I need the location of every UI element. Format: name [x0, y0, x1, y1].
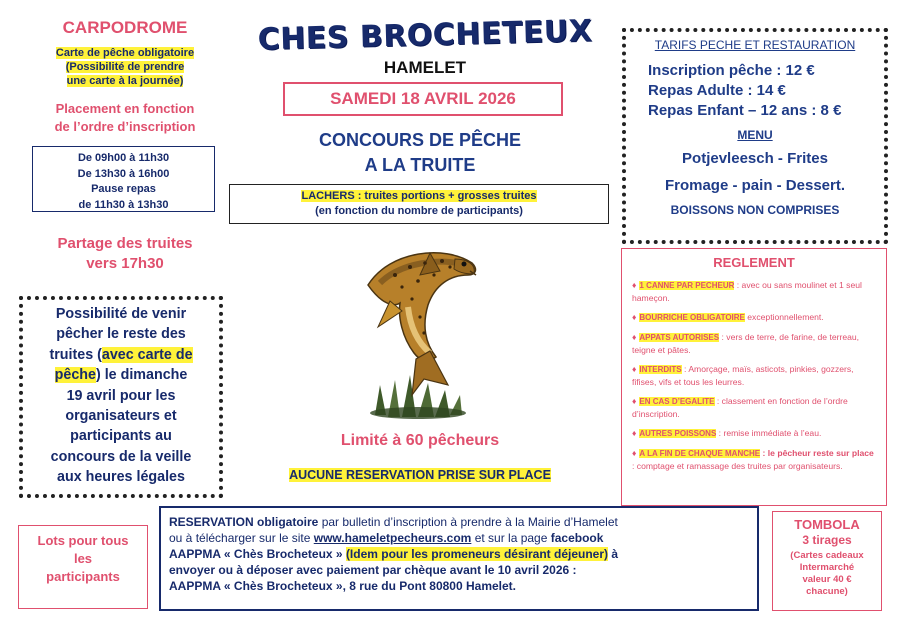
rule-text: : classement en fonction de l’ordre d’inscription.	[632, 396, 848, 419]
partage-line2: vers 17h30	[86, 255, 164, 272]
possibility-line: Possibilité de venir	[55, 306, 187, 322]
rule-item	[632, 363, 878, 388]
no-reservation-note	[240, 468, 600, 482]
rule-text: : comptage et ramassage des truites par organisateurs.	[632, 461, 843, 471]
reservation-box	[159, 506, 759, 611]
possibility-line: aux heures légales	[57, 469, 185, 486]
prizes-line: Lots pour tous	[37, 533, 129, 548]
reservation-heading: RESERVATION obligatoire	[169, 515, 319, 529]
trout-tail	[412, 351, 448, 395]
possibility-highlight: pêche	[54, 367, 96, 384]
rule-tag: 1 CANNE PAR PECHEUR	[639, 281, 735, 290]
bullet-icon: ♦	[632, 364, 637, 374]
lachers-highlight: LACHERS : truites portions + grosses truites	[301, 190, 537, 202]
rules-heading: REGLEMENT	[713, 255, 795, 270]
prizes-line: les	[73, 551, 93, 566]
price-line: Repas Enfant – 12 ans : 8 €	[648, 102, 842, 119]
facebook-link[interactable]: facebook	[550, 531, 604, 545]
rule-text: : Amorçage, maïs, asticots, pinkies, gozzers, fifises, vifs et tous les leurres.	[632, 364, 854, 387]
rule-item	[632, 279, 878, 304]
rule-item	[632, 311, 878, 324]
bullet-icon: ♦	[632, 396, 637, 406]
bullet-icon: ♦	[632, 448, 637, 458]
tombola-line: chacune)	[806, 586, 848, 597]
sunday-possibility-box	[19, 296, 223, 498]
tombola-box	[772, 511, 882, 611]
rule-item	[632, 395, 878, 420]
price-line: Repas Adulte : 14 €	[648, 82, 786, 99]
possibility-line: concours de la veille	[50, 448, 192, 465]
schedule-line: Pause repas	[91, 183, 156, 195]
rule-tag: EN CAS D’EGALITE	[639, 397, 715, 406]
carpodrome-heading: CARPODROME	[62, 18, 188, 37]
tombola-tirages: 3 tirages	[802, 533, 852, 547]
partage-line1: Partage des truites	[57, 235, 193, 252]
placement-line1: Placement en fonction	[55, 101, 195, 116]
fishing-card-note	[30, 46, 220, 88]
no-reservation-text: AUCUNE RESERVATION PRISE SUR PLACE	[289, 468, 551, 482]
reservation-highlight: (Idem pour les promeneurs désirant déjeuner)	[345, 547, 608, 561]
tarifs-box	[622, 28, 888, 244]
bullet-icon: ♦	[632, 280, 637, 290]
lachers-line2: (en fonction du nombre de participants)	[315, 205, 523, 217]
placement-note	[25, 100, 225, 136]
participant-limit: Limité à 60 pêcheurs	[340, 432, 500, 449]
rule-text: : vers de terre, de farine, de terreau, teigne et pâtes.	[632, 332, 860, 355]
contest-title	[270, 128, 570, 178]
rule-tag: INTERDITS	[639, 365, 682, 374]
placement-line2: de l’ordre d’inscription	[54, 119, 196, 134]
reservation-org: AAPPMA « Chès Brocheteux »	[169, 547, 346, 561]
possibility-line: truites (	[49, 346, 102, 363]
price-line: Inscription pêche : 12 €	[648, 62, 815, 79]
reservation-address: AAPPMA « Chès Brocheteux », 8 rue du Pont 80800 Hamelet.	[169, 579, 516, 593]
partage-note	[30, 234, 220, 274]
tombola-line: (Cartes cadeaux	[790, 550, 864, 561]
possibility-highlight: avec carte de	[101, 346, 193, 363]
rule-tag: AUTRES POISSONS	[639, 429, 717, 438]
rule-item	[632, 427, 878, 440]
reservation-text: par bulletin d’inscription à prendre à la Mairie d’Hamelet	[318, 515, 618, 529]
possibility-line: ) le dimanche	[95, 367, 188, 384]
reservation-deadline: envoyer ou à déposer avec paiement par chèque avant le 10 avril 2026 :	[169, 563, 577, 577]
tombola-details	[773, 550, 881, 598]
website-link[interactable]: www.hameletpecheurs.com	[313, 531, 472, 545]
reservation-text: à	[608, 547, 619, 561]
tombola-line: valeur 40 €	[802, 574, 852, 585]
possibility-line: 19 avril pour les	[66, 387, 176, 404]
menu-line: Potjevleesch - Frites	[682, 150, 828, 167]
fishing-card-line2: (Possibilité de prendre	[65, 61, 185, 73]
reservation-text: et sur la page	[471, 531, 551, 545]
drinks-note: BOISSONS NON COMPRISES	[670, 203, 840, 217]
reservation-text: ou à télécharger sur le site	[169, 531, 314, 545]
bullet-icon: ♦	[632, 312, 637, 322]
fishing-card-line1: Carte de pêche obligatoire	[55, 47, 195, 59]
schedule-line: De 13h30 à 16h00	[77, 167, 170, 180]
schedule-line: De 09h00 à 11h30	[77, 152, 170, 164]
schedule-line: de 11h30 à 13h30	[78, 198, 169, 211]
rule-tag: A LA FIN DE CHAQUE MANCHE	[639, 449, 761, 458]
tombola-heading: TOMBOLA	[794, 517, 860, 532]
bullet-icon: ♦	[632, 428, 637, 438]
trout-illustration	[350, 245, 485, 420]
possibility-line: pêcher le reste des	[56, 326, 186, 343]
rule-text: exceptionnellement.	[744, 312, 824, 322]
event-date: SAMEDI 18 AVRIL 2026	[283, 82, 563, 116]
title-block	[250, 13, 600, 58]
contest-line1: CONCOURS DE PÊCHE	[318, 130, 522, 150]
price-list	[648, 61, 884, 121]
possibility-line: organisateurs et	[65, 408, 177, 425]
tombola-line: Intermarché	[799, 562, 855, 573]
subtitle: HAMELET	[383, 58, 467, 77]
fishing-card-line3: une carte à la journée)	[66, 75, 184, 87]
tarifs-heading: TARIFS PECHE ET RESTAURATION	[654, 38, 856, 52]
menu-line: Fromage - pain - Dessert.	[664, 177, 846, 194]
prizes-box	[18, 525, 148, 609]
rule-text: : avec ou sans moulinet et 1 seul hameçon.	[632, 280, 862, 303]
lachers-box	[229, 184, 609, 224]
rule-tag: APPATS AUTORISES	[639, 333, 720, 342]
rule-text-bold: : le pêcheur reste sur place	[760, 448, 874, 458]
page-title: CHES BROCHETEUX	[257, 13, 593, 58]
menu-heading: MENU	[737, 128, 773, 142]
rule-text: : remise immédiate à l’eau.	[716, 428, 822, 438]
contest-line2: A LA TRUITE	[364, 155, 476, 175]
rule-item	[632, 447, 878, 472]
schedule-box	[32, 146, 215, 212]
rule-item	[632, 331, 878, 356]
rules-box	[621, 248, 887, 506]
possibility-line: participants au	[70, 428, 172, 445]
bullet-icon: ♦	[632, 332, 637, 342]
prizes-line: participants	[46, 569, 120, 584]
rule-tag: BOURRICHE OBLIGATOIRE	[639, 313, 745, 322]
